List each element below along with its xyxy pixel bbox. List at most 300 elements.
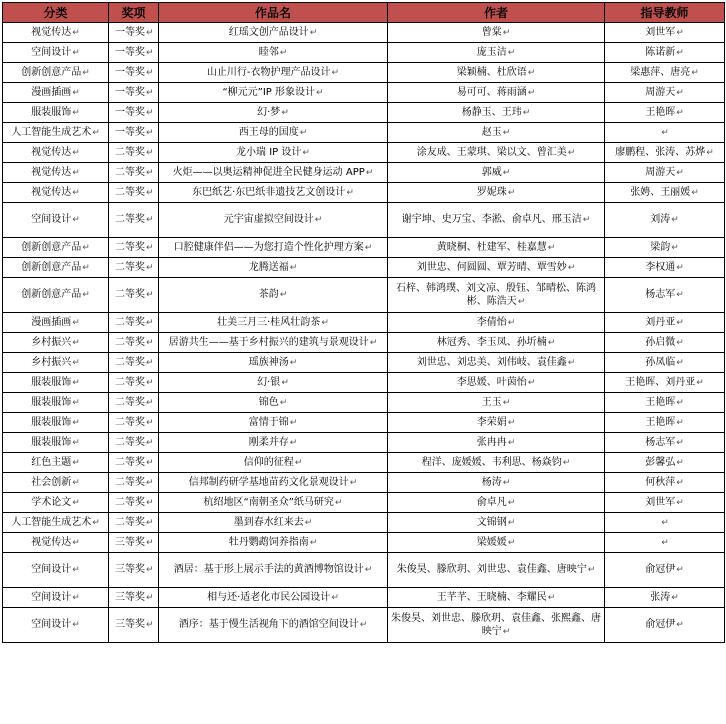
cell-teacher-text: 刘世军 (645, 26, 676, 38)
cell-work (159, 123, 388, 143)
paragraph-mark: ↵ (507, 437, 516, 448)
table-row (3, 433, 725, 453)
cell-author (388, 393, 605, 413)
cell-author-text: 王玉 (481, 396, 502, 408)
paragraph-mark: ↵ (146, 537, 154, 548)
paragraph-mark: ↵ (146, 620, 154, 630)
cell-award (109, 553, 159, 588)
paragraph-mark: ↵ (92, 517, 100, 528)
cell-author (388, 103, 605, 123)
cell-category-text: 乡村振兴 (31, 356, 72, 368)
paragraph-mark: ↵ (82, 67, 90, 78)
paragraph-mark: ↵ (676, 620, 684, 630)
cell-work (159, 473, 388, 493)
paragraph-mark: ↵ (331, 67, 340, 78)
cell-author-text: 杨静玉、王玮 (461, 106, 522, 118)
cell-teacher (605, 553, 725, 588)
paragraph-mark: ↵ (502, 27, 511, 38)
cell-work-text: 牡丹鹦鹉饲养指南 (228, 536, 309, 548)
table-row (3, 258, 725, 278)
cell-work-text: 龙小瑞 IP 设计 (236, 146, 302, 158)
paragraph-mark: ↵ (146, 337, 154, 348)
paragraph-mark: ↵ (517, 296, 526, 307)
cell-teacher (605, 43, 725, 63)
cell-award (109, 63, 159, 83)
cell-award-text: 三等奖 (115, 564, 145, 575)
paragraph-mark: ↵ (364, 565, 373, 575)
cell-category-text: 人工智能生成艺术 (11, 516, 92, 528)
cell-award (109, 513, 159, 533)
cell-work (159, 143, 388, 163)
cell-author-text: 刘世忠、刘忠美、刘伟岐、袁佳鑫 (416, 356, 567, 368)
paragraph-mark: ↵ (146, 127, 154, 138)
paragraph-mark: ↵ (72, 167, 80, 178)
cell-teacher-text: 廖鹏程、张涛、苏烨 (615, 146, 706, 158)
cell-work-text: 居游共生——基于乡村振兴的建筑与景观设计 (168, 336, 369, 348)
paragraph-mark: ↵ (502, 167, 511, 178)
table-row (3, 513, 725, 533)
cell-author (388, 513, 605, 533)
cell-work-text: 龙腾送福 (248, 261, 289, 273)
cell-teacher-text: 杨志军 (645, 436, 676, 448)
cell-category-text: 服装服饰 (31, 376, 72, 388)
cell-author-text: 庞玉洁 (476, 46, 507, 58)
paragraph-mark: ↵ (309, 27, 318, 38)
paragraph-mark: ↵ (315, 87, 324, 98)
cell-teacher (605, 453, 725, 473)
cell-category (3, 608, 109, 643)
cell-award (109, 433, 159, 453)
cell-teacher-text: 俞冠伊 (645, 619, 676, 630)
paragraph-mark: ↵ (676, 167, 684, 178)
cell-category-text: 乡村振兴 (31, 336, 72, 348)
cell-teacher (605, 278, 725, 313)
cell-award-text: 二等奖 (115, 416, 145, 428)
paragraph-mark: ↵ (146, 167, 154, 178)
paragraph-mark: ↵ (696, 377, 704, 388)
cell-award-text: 二等奖 (115, 456, 145, 468)
cell-author (388, 63, 605, 83)
paragraph-mark: ↵ (676, 477, 684, 488)
cell-award-text: 二等奖 (115, 166, 145, 178)
cell-work (159, 183, 388, 203)
cell-award-text: 二等奖 (115, 376, 145, 388)
cell-teacher (605, 163, 725, 183)
cell-work-text: 红瑶文创产品设计 (228, 26, 309, 38)
table-row (3, 553, 725, 588)
cell-award (109, 163, 159, 183)
paragraph-mark: ↵ (676, 457, 684, 468)
paragraph-mark: ↵ (146, 477, 154, 488)
paragraph-mark: ↵ (72, 27, 80, 38)
cell-work-text: 杭绍地区“南朝圣众”纸马研究 (203, 496, 334, 508)
paragraph-mark: ↵ (587, 565, 596, 575)
cell-teacher-text: 陈诺新 (645, 46, 676, 58)
cell-author (388, 473, 605, 493)
cell-category-text: 空间设计 (31, 619, 72, 630)
cell-teacher (605, 183, 725, 203)
cell-award (109, 313, 159, 333)
cell-category-text: 空间设计 (31, 214, 72, 225)
cell-award-text: 一等奖 (115, 46, 145, 58)
cell-award (109, 203, 159, 238)
paragraph-mark: ↵ (72, 187, 80, 198)
paragraph-mark: ↵ (547, 592, 556, 603)
cell-teacher-text: 周游天 (645, 86, 676, 98)
cell-teacher (605, 533, 725, 553)
cell-author-text: 林冠秀、李玉凤、孙圻楠 (436, 336, 547, 348)
cell-work-text: 酒居：基于形上展示手法的黄酒博物馆设计 (173, 564, 364, 575)
cell-category (3, 553, 109, 588)
cell-work (159, 333, 388, 353)
paragraph-mark: ↵ (289, 357, 298, 368)
cell-teacher (605, 83, 725, 103)
paragraph-mark: ↵ (359, 620, 368, 630)
paragraph-mark: ↵ (72, 592, 80, 603)
cell-author-text: 易可可、蒋雨涵 (456, 86, 527, 98)
paragraph-mark: ↵ (676, 47, 684, 58)
table-row (3, 453, 725, 473)
paragraph-mark: ↵ (547, 242, 556, 253)
cell-work-text: 口腔健康伴侣——为您打造个性化护理方案 (173, 241, 364, 253)
paragraph-mark: ↵ (676, 87, 684, 98)
cell-category-text: 视觉传达 (31, 536, 72, 548)
cell-author-text: 张冉冉 (476, 436, 507, 448)
cell-award (109, 608, 159, 643)
cell-category-text: 创新创意产品 (21, 289, 82, 300)
cell-award (109, 473, 159, 493)
paragraph-mark: ↵ (72, 565, 80, 575)
paragraph-mark: ↵ (72, 620, 80, 630)
cell-author (388, 163, 605, 183)
paragraph-mark: ↵ (304, 517, 313, 528)
cell-work-text: 富情于锦 (248, 416, 289, 428)
cell-work-text: 墨到春水红来去 (233, 516, 304, 528)
table-row (3, 313, 725, 333)
paragraph-mark: ↵ (146, 317, 154, 328)
cell-category (3, 143, 109, 163)
cell-author (388, 608, 605, 643)
cell-award (109, 453, 159, 473)
table-row (3, 183, 725, 203)
cell-award (109, 23, 159, 43)
cell-award (109, 43, 159, 63)
paragraph-mark: ↵ (146, 87, 154, 98)
paragraph-mark: ↵ (346, 187, 354, 198)
paragraph-mark: ↵ (299, 127, 308, 138)
paragraph-mark: ↵ (314, 215, 323, 225)
paragraph-mark: ↵ (146, 215, 154, 225)
cell-teacher-text: 李权通 (645, 261, 676, 273)
cell-teacher (605, 353, 725, 373)
paragraph-mark: ↵ (507, 517, 516, 528)
cell-work (159, 83, 388, 103)
cell-author (388, 353, 605, 373)
paragraph-mark: ↵ (507, 417, 516, 428)
cell-work-text: 信邦制药研学基地苗药文化景观设计 (188, 476, 349, 488)
paragraph-mark: ↵ (309, 537, 318, 548)
cell-work-text: 信仰的征程 (243, 456, 294, 468)
cell-award-text: 二等奖 (115, 289, 145, 300)
cell-teacher (605, 513, 725, 533)
cell-category (3, 313, 109, 333)
paragraph-mark: ↵ (562, 457, 571, 468)
cell-work (159, 163, 388, 183)
cell-award-text: 一等奖 (115, 86, 145, 98)
cell-award-text: 一等奖 (115, 66, 145, 78)
paragraph-mark: ↵ (676, 290, 684, 300)
paragraph-mark: ↵ (676, 397, 684, 408)
cell-award (109, 83, 159, 103)
cell-author (388, 278, 605, 313)
cell-author (388, 143, 605, 163)
paragraph-mark: ↵ (365, 167, 374, 178)
paragraph-mark: ↵ (507, 47, 516, 58)
cell-category-text: 空间设计 (31, 46, 72, 58)
cell-teacher (605, 493, 725, 513)
paragraph-mark: ↵ (146, 242, 154, 253)
paragraph-mark: ↵ (527, 87, 536, 98)
paragraph-mark: ↵ (671, 592, 679, 603)
cell-award (109, 588, 159, 608)
paragraph-mark: ↵ (72, 87, 80, 98)
cell-author (388, 433, 605, 453)
paragraph-mark: ↵ (364, 242, 373, 253)
cell-work-text: 元宇宙虚拟空间设计 (223, 214, 314, 225)
cell-work-text: 幻·梦 (257, 106, 281, 118)
cell-teacher (605, 333, 725, 353)
cell-work-text: 幻·银 (257, 376, 281, 388)
cell-author-text: 李荣娟 (476, 416, 507, 428)
table-row (3, 83, 725, 103)
cell-work (159, 278, 388, 313)
cell-category (3, 333, 109, 353)
cell-teacher-text: 张娉、王丽媛 (630, 186, 691, 198)
paragraph-mark: ↵ (146, 27, 154, 38)
paragraph-mark: ↵ (302, 147, 310, 158)
cell-work (159, 103, 388, 123)
cell-work (159, 413, 388, 433)
paragraph-mark: ↵ (146, 290, 154, 300)
cell-work-text: 睦邻 (258, 46, 279, 58)
paragraph-mark: ↵ (567, 262, 576, 273)
cell-category-text: 视觉传达 (31, 166, 72, 178)
cell-award (109, 393, 159, 413)
table-row (3, 393, 725, 413)
paragraph-mark: ↵ (294, 457, 303, 468)
cell-category (3, 163, 109, 183)
cell-author-text: 涂友成、王蒙琪、梁以文、曾汇美 (416, 146, 567, 158)
cell-category-text: 学术论文 (31, 496, 72, 508)
cell-teacher (605, 588, 725, 608)
paragraph-mark: ↵ (279, 397, 288, 408)
paragraph-mark: ↵ (72, 377, 80, 388)
paragraph-mark: ↵ (671, 242, 679, 253)
cell-category (3, 278, 109, 313)
paragraph-mark: ↵ (522, 107, 531, 118)
paragraph-mark: ↵ (334, 497, 343, 508)
cell-award (109, 533, 159, 553)
cell-teacher (605, 433, 725, 453)
paragraph-mark: ↵ (507, 187, 516, 198)
cell-work-text: 茶韵 (258, 289, 279, 300)
cell-teacher (605, 313, 725, 333)
paragraph-mark: ↵ (146, 397, 154, 408)
cell-author (388, 373, 605, 393)
cell-work (159, 533, 388, 553)
cell-teacher-text: 王艳晖、刘丹亚 (625, 376, 696, 388)
paragraph-mark: ↵ (676, 317, 684, 328)
cell-author (388, 493, 605, 513)
cell-author (388, 203, 605, 238)
table-row (3, 473, 725, 493)
paragraph-mark: ↵ (146, 147, 154, 158)
paragraph-mark: ↵ (72, 477, 80, 488)
cell-teacher-text: 孙启微 (645, 336, 676, 348)
header-author: 作者 (388, 3, 605, 23)
table-row (3, 63, 725, 83)
cell-category (3, 453, 109, 473)
cell-work-text: 酒序：基于慢生活视角下的酒馆空间设计 (178, 619, 359, 630)
paragraph-mark: ↵ (691, 187, 699, 198)
table-row (3, 123, 725, 143)
cell-category (3, 83, 109, 103)
cell-teacher (605, 63, 725, 83)
paragraph-mark: ↵ (146, 565, 154, 575)
cell-teacher-text: 刘世军 (645, 496, 676, 508)
paragraph-mark: ↵ (676, 565, 684, 575)
cell-work-text: “柳元元”IP 形象设计 (222, 86, 315, 98)
cell-work (159, 513, 388, 533)
cell-author-text: 程洋、庞媛媛、韦利思、杨焱钧 (421, 456, 562, 468)
cell-teacher-text: 俞冠伊 (645, 564, 676, 575)
cell-work (159, 453, 388, 473)
paragraph-mark: ↵ (547, 337, 556, 348)
cell-award-text: 二等奖 (115, 476, 145, 488)
cell-work (159, 258, 388, 278)
cell-award-text: 二等奖 (115, 356, 145, 368)
cell-category-text: 视觉传达 (31, 146, 72, 158)
cell-category (3, 23, 109, 43)
cell-teacher (605, 238, 725, 258)
paragraph-mark: ↵ (676, 107, 684, 118)
cell-teacher (605, 258, 725, 278)
cell-category (3, 373, 109, 393)
cell-award-text: 三等奖 (115, 591, 145, 603)
cell-author-text: 文锦钢 (476, 516, 507, 528)
cell-award (109, 103, 159, 123)
cell-author-text: 梁颖楠、杜欣语 (456, 66, 527, 78)
cell-category-text: 创新创意产品 (21, 261, 82, 273)
cell-work (159, 493, 388, 513)
paragraph-mark: ↵ (671, 215, 679, 225)
cell-author-text: 石梓、韩鸿璞、刘文凉、殷钰、邹晴松、陈鸿彬、陈浩天 (396, 282, 596, 307)
table-row (3, 373, 725, 393)
cell-award-text: 二等奖 (115, 336, 145, 348)
cell-award (109, 413, 159, 433)
header-teacher: 指导教师 (605, 3, 725, 23)
table-row (3, 278, 725, 313)
cell-teacher-text: 刘丹亚 (645, 316, 676, 328)
paragraph-mark: ↵ (72, 107, 80, 118)
cell-category-text: 空间设计 (31, 564, 72, 575)
cell-author-text: 曾棠 (481, 26, 502, 38)
paragraph-mark: ↵ (676, 357, 684, 368)
paragraph-mark: ↵ (146, 457, 154, 468)
cell-category-text: 创新创意产品 (21, 66, 82, 78)
cell-category-text: 创新创意产品 (21, 241, 82, 253)
cell-award-text: 二等奖 (115, 516, 145, 528)
cell-author (388, 43, 605, 63)
paragraph-mark: ↵ (502, 397, 511, 408)
cell-teacher-text: 王艳晖 (645, 106, 676, 118)
paragraph-mark: ↵ (82, 242, 90, 253)
paragraph-mark: ↵ (567, 357, 576, 368)
paragraph-mark: ↵ (72, 537, 80, 548)
paragraph-mark: ↵ (72, 397, 80, 408)
cell-author-text: 朱俊昊、滕欣玥、刘世忠、袁佳鑫、唐映宁 (396, 564, 587, 575)
cell-work-text: 山止川行-衣物护理产品设计 (206, 66, 331, 78)
cell-author-text: 赵玉 (481, 126, 502, 138)
paragraph-mark: ↵ (676, 417, 684, 428)
cell-category (3, 393, 109, 413)
paragraph-mark: ↵ (507, 497, 516, 508)
paragraph-mark: ↵ (72, 147, 80, 158)
cell-category (3, 183, 109, 203)
paragraph-mark: ↵ (502, 127, 511, 138)
cell-award-text: 三等奖 (115, 536, 145, 548)
paragraph-mark: ↵ (146, 417, 154, 428)
paragraph-mark: ↵ (289, 417, 298, 428)
paragraph-mark: ↵ (146, 517, 154, 528)
cell-author-text: 李思媛、叶茵怡 (456, 376, 527, 388)
cell-category (3, 103, 109, 123)
cell-category (3, 238, 109, 258)
table-row (3, 493, 725, 513)
cell-teacher (605, 123, 725, 143)
cell-teacher-text: 杨志军 (645, 289, 676, 300)
paragraph-mark: ↵ (507, 317, 516, 328)
cell-category (3, 63, 109, 83)
table-row (3, 203, 725, 238)
paragraph-mark: ↵ (82, 290, 90, 300)
cell-work (159, 313, 388, 333)
cell-category (3, 493, 109, 513)
cell-award (109, 373, 159, 393)
cell-teacher (605, 473, 725, 493)
paragraph-mark: ↵ (661, 517, 669, 528)
cell-author-text: 谢宇坤、史万宝、李淞、俞卓凡、邢玉洁 (401, 214, 582, 225)
cell-work (159, 238, 388, 258)
cell-author (388, 183, 605, 203)
cell-work (159, 433, 388, 453)
paragraph-mark: ↵ (72, 47, 80, 58)
cell-author-text: 罗妮珠 (476, 186, 507, 198)
paragraph-mark: ↵ (279, 47, 288, 58)
cell-award-text: 二等奖 (115, 261, 145, 273)
cell-teacher (605, 393, 725, 413)
cell-teacher-text: 梁惠萍、唐亮 (630, 66, 691, 78)
cell-teacher-text: 孙凤临 (645, 356, 676, 368)
paragraph-mark: ↵ (72, 357, 80, 368)
cell-category-text: 红色主题 (31, 456, 72, 468)
paragraph-mark: ↵ (661, 127, 669, 138)
cell-teacher (605, 373, 725, 393)
paragraph-mark: ↵ (507, 537, 516, 548)
paragraph-mark: ↵ (279, 290, 288, 300)
table-row (3, 533, 725, 553)
cell-category (3, 43, 109, 63)
